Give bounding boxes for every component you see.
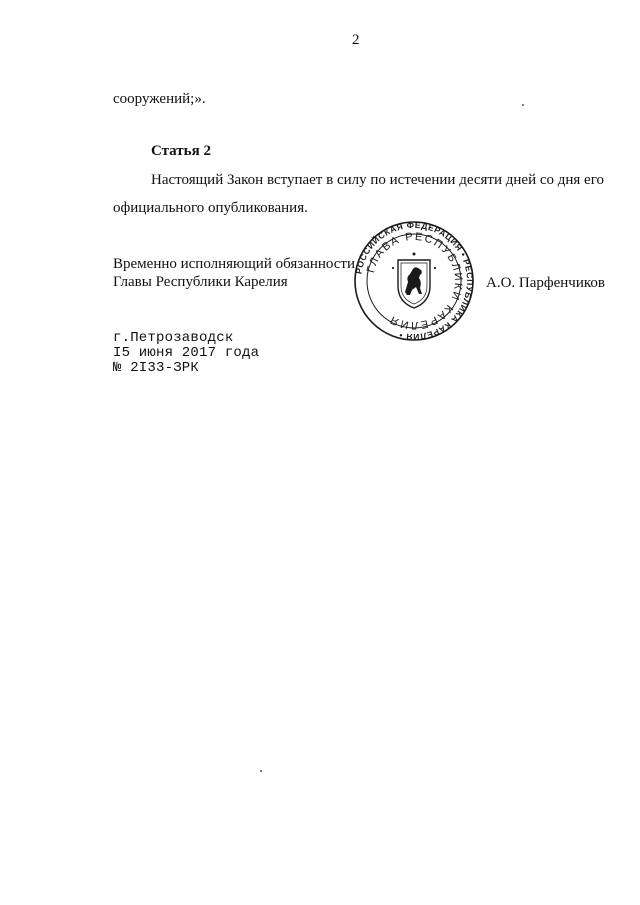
signatory-position-line1: Временно исполняющий обязанности <box>113 256 356 272</box>
seal-inner-text: ГЛАВА РЕСПУБЛИКИ КАРЕЛИЯ <box>364 230 465 332</box>
previous-article-closing-fragment: сооружений;». <box>113 91 206 107</box>
official-seal <box>353 220 475 342</box>
signatory-position-line2: Главы Республики Карелия <box>113 274 288 290</box>
signatory-name: А.О. Парфенчиков <box>486 275 605 291</box>
signatory-position <box>113 255 355 291</box>
seal-emblem-icon <box>353 220 475 342</box>
scan-speck <box>522 104 524 106</box>
seal-outer-text: РОССИЙСКАЯ ФЕДЕРАЦИЯ • РЕСПУБЛИКА КАРЕЛИЯ • <box>353 220 475 342</box>
place-and-date <box>113 331 259 376</box>
signing-date: I5 июня 2017 года <box>113 345 260 361</box>
article-heading: Статья 2 <box>151 143 211 159</box>
law-number: № 2I33-ЗРК <box>113 360 200 376</box>
scan-speck <box>260 770 262 772</box>
article-text: Настоящий Закон вступает в силу по истечении десяти дней со дня его официального опубликования. <box>113 172 604 216</box>
page-number: 2 <box>352 32 360 48</box>
signing-city: г.Петрозаводск <box>113 330 234 346</box>
